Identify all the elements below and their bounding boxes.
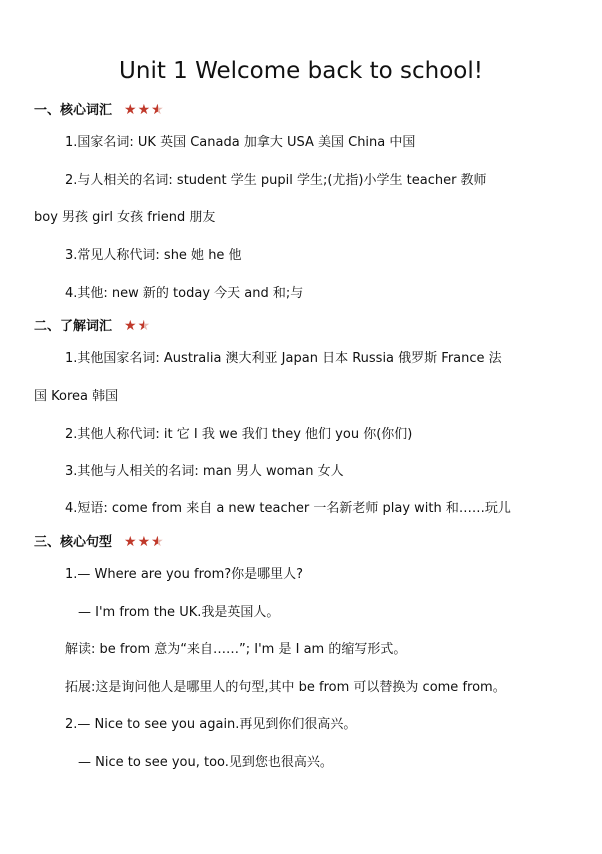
vocab-line: 1.其他国家名词: Australia 澳大利亚 Japan 日本 Russia 俄罗斯 France 法 xyxy=(65,351,502,366)
star-icon: ★ xyxy=(124,534,138,550)
sentence-line: — I'm from the UK.我是英国人。 xyxy=(78,605,280,620)
vocab-line: 1.国家名词: UK 英国 Canada 加拿大 USA 美国 China 中国 xyxy=(65,135,416,150)
half-star-icon: ★ ★ xyxy=(138,317,152,335)
section-heading-label: 一、核心词汇 xyxy=(34,103,113,118)
vocab-line: 4.其他: new 新的 today 今天 and 和;与 xyxy=(65,286,304,301)
star-icon: ★ xyxy=(137,102,152,118)
section-heading-core-sentences xyxy=(34,533,165,552)
page-title: Unit 1 Welcome back to school! xyxy=(119,58,483,84)
vocab-line: 2.与人相关的名词: student 学生 pupil 学生;(尤指)小学生 teacher 教师 xyxy=(65,173,487,188)
half-star-icon: ★ ★ xyxy=(151,101,165,119)
vocab-line: 3.其他与人相关的名词: man 男人 woman 女人 xyxy=(65,464,344,479)
sentence-line: 2.— Nice to see you again.再见到你们很高兴。 xyxy=(65,717,357,732)
section-heading-label: 三、核心句型 xyxy=(34,535,113,550)
vocab-line: boy 男孩 girl 女孩 friend 朋友 xyxy=(34,210,216,225)
section-heading-core-vocabulary xyxy=(34,101,165,120)
vocab-line: 3.常见人称代词: she 她 he 他 xyxy=(65,248,242,263)
vocab-line: 4.短语: come from 来自 a new teacher 一名新老师 play with 和……玩儿 xyxy=(65,501,511,516)
vocab-line: 2.其他人称代词: it 它 I 我 we 我们 they 他们 you 你(你们) xyxy=(65,427,413,442)
difficulty-stars xyxy=(124,533,165,551)
difficulty-stars xyxy=(124,101,165,119)
section-heading-extra-vocabulary xyxy=(34,317,151,336)
sentence-line: 拓展:这是询问他人是哪里人的句型,其中 be from 可以替换为 come from。 xyxy=(65,680,506,695)
star-icon: ★ xyxy=(124,318,138,334)
half-star-icon: ★ ★ xyxy=(151,533,165,551)
star-icon: ★ xyxy=(137,534,152,550)
star-icon: ★ xyxy=(124,102,138,118)
sentence-line: 1.— Where are you from?你是哪里人? xyxy=(65,567,304,582)
sentence-line: — Nice to see you, too.见到您也很高兴。 xyxy=(78,755,333,770)
vocab-line: 国 Korea 韩国 xyxy=(34,389,119,404)
section-heading-label: 二、了解词汇 xyxy=(34,319,113,334)
sentence-line: 解读: be from 意为“来自……”; I'm 是 I am 的缩写形式。 xyxy=(65,642,407,657)
difficulty-stars xyxy=(124,317,151,335)
